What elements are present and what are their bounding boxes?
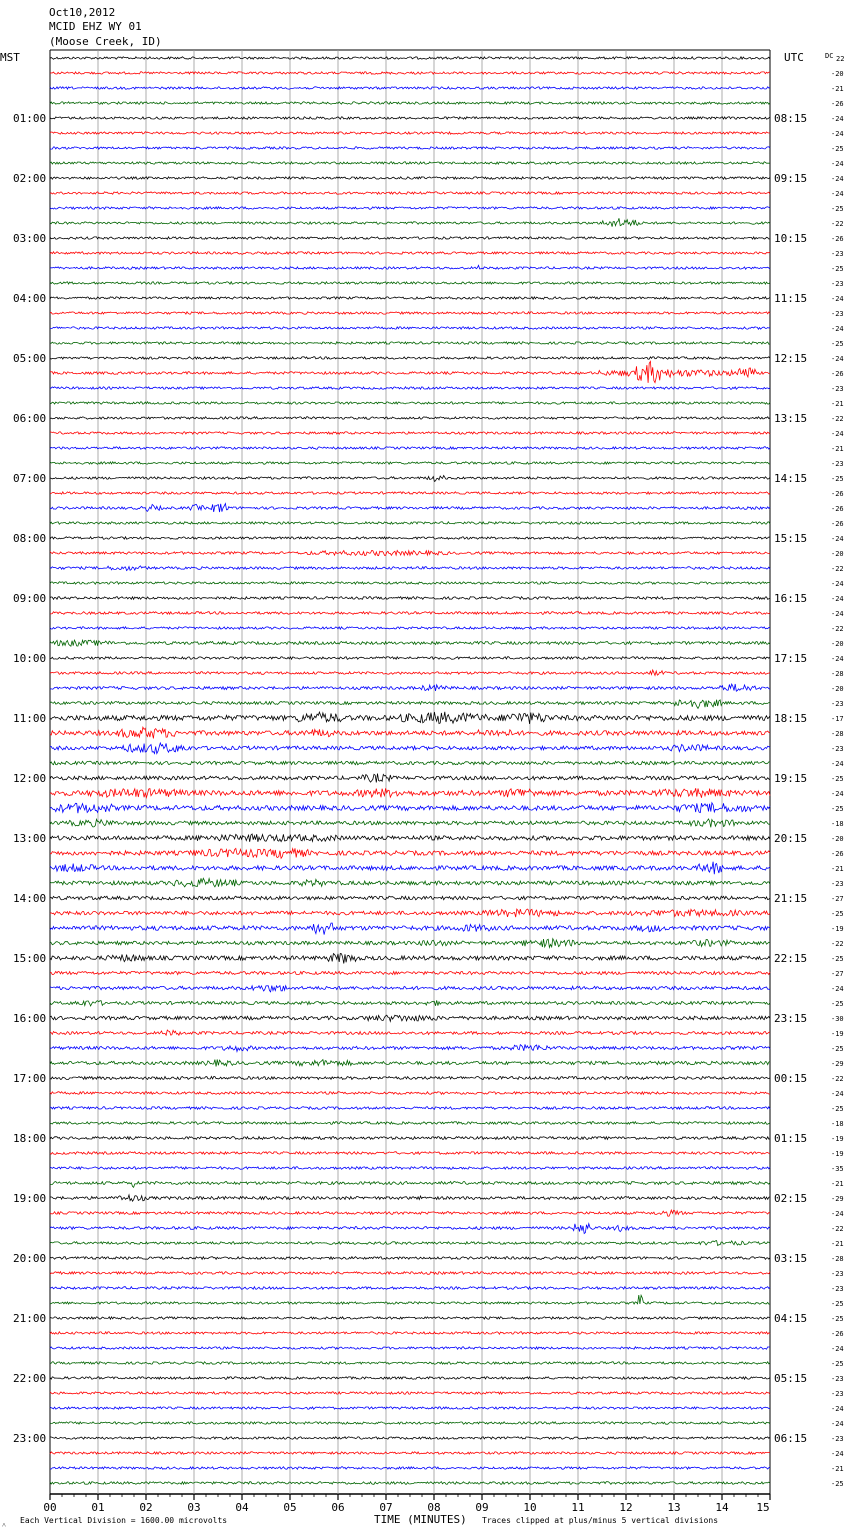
dc-offset-label: -24 <box>831 430 844 438</box>
trace-4-black <box>50 297 770 299</box>
trace-20-red <box>50 1272 770 1275</box>
trace-6-blue <box>50 447 770 449</box>
dc-offset-label: -25 <box>831 1105 844 1113</box>
dc-offset-label: -28 <box>831 670 844 678</box>
dc-offset-label: -24 <box>831 325 844 333</box>
dc-offset-label: -21 <box>831 1465 844 1473</box>
x-tick-label: 12 <box>619 1501 633 1514</box>
record-date: Oct10,2012 <box>49 6 116 19</box>
trace-14-black <box>50 896 770 900</box>
dc-offset-label: -25 <box>831 145 844 153</box>
trace-1-blue <box>50 147 770 149</box>
dc-offset-label: -24 <box>831 295 844 303</box>
dc-offset-label: -24 <box>831 355 844 363</box>
mst-label: 18:00 <box>13 1132 47 1145</box>
dc-offset-label: -26 <box>831 505 844 513</box>
trace-13-red <box>50 848 770 858</box>
dc-offset-label: -27 <box>831 970 844 978</box>
dc-offset-label: -24 <box>831 535 844 543</box>
mst-label: 01:00 <box>13 112 47 125</box>
dc-offset-label: -25 <box>831 1360 844 1368</box>
dc-offset-labels <box>831 55 844 1488</box>
dc-offset-label: -25 <box>831 205 844 213</box>
dc-offset-label: -26 <box>831 490 844 498</box>
dc-offset-label: -24 <box>831 580 844 588</box>
utc-label: 02:15 <box>774 1192 808 1205</box>
mst-label: 16:00 <box>13 1012 47 1025</box>
trace-14-red <box>50 909 770 917</box>
trace-6-green <box>50 462 770 464</box>
mst-hour-labels <box>13 112 46 1445</box>
trace-23-green <box>50 1482 770 1485</box>
dc-offset-label: -19 <box>831 925 844 933</box>
trace-20-green <box>50 1295 770 1304</box>
dc-offset-label: -18 <box>831 820 844 828</box>
dc-offset-label: -24 <box>831 115 844 123</box>
x-tick-label: 03 <box>187 1501 201 1514</box>
trace-10-black <box>50 657 770 660</box>
mst-label: 06:00 <box>13 412 47 425</box>
dc-offset-label: -25 <box>831 1000 844 1008</box>
trace-2-green <box>50 218 770 226</box>
dc-offset-label: -24 <box>831 1450 844 1458</box>
dc-offset-label: -24 <box>831 790 844 798</box>
dc-offset-label: -24 <box>831 985 844 993</box>
x-tick-label: 04 <box>235 1501 249 1514</box>
utc-label: 10:15 <box>774 232 808 245</box>
utc-label: 00:15 <box>774 1072 808 1085</box>
trace-17-black <box>50 1077 770 1080</box>
dc-offset-label: -25 <box>831 805 844 813</box>
dc-offset-label: -21 <box>831 400 844 408</box>
x-tick-label: 11 <box>571 1501 585 1514</box>
trace-8-green <box>50 582 770 584</box>
dc-offset-label: -21 <box>831 85 844 93</box>
mst-label: 03:00 <box>13 232 47 245</box>
utc-label: 09:15 <box>774 172 808 185</box>
dc-offset-label: -29 <box>831 1060 844 1068</box>
x-tick-label: 14 <box>715 1501 729 1514</box>
trace-12-green <box>50 819 770 827</box>
dc-offset-label: -21 <box>831 1180 844 1188</box>
utc-label: 12:15 <box>774 352 808 365</box>
utc-label: 14:15 <box>774 472 808 485</box>
trace-22-green <box>50 1422 770 1424</box>
trace-12-black <box>50 774 770 783</box>
mst-label: 02:00 <box>13 172 47 185</box>
trace-13-blue <box>50 862 770 875</box>
mst-label: 12:00 <box>13 772 47 785</box>
mst-label: 08:00 <box>13 532 47 545</box>
dc-label: DC <box>825 52 834 60</box>
dc-offset-label: -25 <box>831 775 844 783</box>
trace-15-red <box>50 971 770 974</box>
trace-9-red <box>50 612 770 615</box>
utc-label: 13:15 <box>774 412 808 425</box>
x-tick-label: 01 <box>91 1501 105 1514</box>
x-tick-label: 07 <box>379 1501 393 1514</box>
left-axis-label: MST <box>0 51 20 64</box>
dc-offset-label: -21 <box>831 1240 844 1248</box>
dc-offset-label: -26 <box>831 235 844 243</box>
dc-offset-label: -23 <box>831 880 844 888</box>
trace-22-blue <box>50 1407 770 1409</box>
trace-21-green <box>50 1362 770 1364</box>
dc-offset-label: -20 <box>831 835 844 843</box>
trace-22-black <box>50 1377 770 1379</box>
trace-17-blue <box>50 1107 770 1110</box>
dc-offset-label: -26 <box>831 1330 844 1338</box>
trace-10-blue <box>50 684 770 691</box>
trace-9-black <box>50 597 770 600</box>
dc-offset-label: -26 <box>831 100 844 108</box>
dc-offset-label: -35 <box>831 1165 844 1173</box>
trace-2-blue <box>50 207 770 209</box>
seismic-traces <box>50 57 770 1485</box>
trace-16-blue <box>50 1044 770 1051</box>
dc-offset-label: -24 <box>831 610 844 618</box>
dc-offset-label: -28 <box>831 1255 844 1263</box>
trace-12-red <box>50 788 770 798</box>
dc-offset-label: -25 <box>831 910 844 918</box>
dc-offset-label: -22 <box>831 220 844 228</box>
dc-offset-label: -26 <box>831 370 844 378</box>
dc-offset-label: -22 <box>831 1225 844 1233</box>
trace-16-red <box>50 1030 770 1035</box>
trace-16-black <box>50 1015 770 1021</box>
dc-offset-label: -21 <box>831 445 844 453</box>
mst-label: 14:00 <box>13 892 47 905</box>
utc-label: 16:15 <box>774 592 808 605</box>
mst-label: 17:00 <box>13 1072 47 1085</box>
trace-23-blue <box>50 1467 770 1469</box>
trace-15-blue <box>50 986 770 992</box>
utc-label: 01:15 <box>774 1132 808 1145</box>
dc-offset-label: -24 <box>831 1420 844 1428</box>
mst-label: 10:00 <box>13 652 47 665</box>
trace-16-green <box>50 1059 770 1066</box>
utc-label: 21:15 <box>774 892 808 905</box>
trace-4-blue <box>50 327 770 329</box>
utc-label: 04:15 <box>774 1312 808 1325</box>
utc-label: 20:15 <box>774 832 808 845</box>
trace-18-green <box>50 1182 770 1188</box>
trace-4-red <box>50 312 770 314</box>
dc-offset-label: -24 <box>831 160 844 168</box>
trace-11-blue <box>50 743 770 754</box>
x-axis-ticks <box>43 1494 770 1514</box>
footer-clip-note: Traces clipped at plus/minus 5 vertical divisions <box>482 1516 719 1525</box>
trace-5-black <box>50 357 770 359</box>
dc-offset-label: -23 <box>831 745 844 753</box>
dc-offset-label: -19 <box>831 1030 844 1038</box>
footer-scale-note: Each Vertical Division = 1600.00 microvolts <box>20 1516 228 1525</box>
utc-label: 05:15 <box>774 1372 808 1385</box>
trace-5-green <box>50 402 770 404</box>
dc-offset-label: -23 <box>831 385 844 393</box>
trace-2-black <box>50 177 770 179</box>
trace-20-blue <box>50 1287 770 1290</box>
dc-offset-label: -23 <box>831 1390 844 1398</box>
trace-13-green <box>50 878 770 887</box>
trace-9-blue <box>50 627 770 629</box>
mst-label: 20:00 <box>13 1252 47 1265</box>
trace-5-blue <box>50 387 770 389</box>
trace-4-green <box>50 342 770 344</box>
x-tick-label: 09 <box>475 1501 489 1514</box>
utc-label: 11:15 <box>774 292 808 305</box>
dc-offset-label: -17 <box>831 715 844 723</box>
trace-11-red <box>50 727 770 738</box>
trace-8-blue <box>50 566 770 571</box>
utc-label: 03:15 <box>774 1252 808 1265</box>
trace-11-green <box>50 761 770 764</box>
dc-offset-label: -23 <box>831 1285 844 1293</box>
dc-offset-label: -20 <box>831 70 844 78</box>
dc-offset-label: -22 <box>831 1075 844 1083</box>
trace-3-blue <box>50 265 770 269</box>
trace-19-blue <box>50 1224 770 1234</box>
dc-offset-label: -25 <box>831 475 844 483</box>
dc-offset-label: -23 <box>831 460 844 468</box>
dc-offset-label: -25 <box>831 1480 844 1488</box>
trace-19-red <box>50 1210 770 1216</box>
utc-label: 23:15 <box>774 1012 808 1025</box>
mst-label: 21:00 <box>13 1312 47 1325</box>
dc-offset-label: -24 <box>831 760 844 768</box>
dc-offset-label: -20 <box>831 685 844 693</box>
dc-offset-label: -22 <box>831 940 844 948</box>
dc-offset-label: -24 <box>831 175 844 183</box>
dc-offset-label: -24 <box>831 1210 844 1218</box>
trace-14-green <box>50 939 770 948</box>
mst-label: 07:00 <box>13 472 47 485</box>
dc-offset-label: -19 <box>831 1150 844 1158</box>
mst-label: 11:00 <box>13 712 47 725</box>
mst-label: 05:00 <box>13 352 47 365</box>
trace-6-red <box>50 432 770 434</box>
dc-offset-label: -25 <box>831 1045 844 1053</box>
trace-7-green <box>50 522 770 524</box>
x-tick-label: 06 <box>331 1501 345 1514</box>
trace-17-green <box>50 1122 770 1125</box>
x-tick-label: 15 <box>756 1501 770 1514</box>
dc-offset-label: -18 <box>831 1120 844 1128</box>
trace-3-red <box>50 252 770 254</box>
dc-offset-label: -24 <box>831 655 844 663</box>
utc-label: 19:15 <box>774 772 808 785</box>
trace-1-black <box>50 117 770 119</box>
dc-offset-label: -23 <box>831 1435 844 1443</box>
mst-label: 15:00 <box>13 952 47 965</box>
trace-1-red <box>50 132 770 134</box>
trace-12-blue <box>50 803 770 813</box>
trace-0-blue <box>50 87 770 89</box>
x-tick-label: 05 <box>283 1501 297 1514</box>
trace-14-blue <box>50 923 770 935</box>
dc-offset-label: -23 <box>831 250 844 258</box>
right-axis-label: UTC <box>784 51 804 64</box>
trace-15-green <box>50 1000 770 1006</box>
dc-offset-label: -26 <box>831 850 844 858</box>
trace-21-blue <box>50 1347 770 1349</box>
dc-offset-label: -19 <box>831 1135 844 1143</box>
dc-offset-label: 22 <box>836 55 845 63</box>
mst-label: 19:00 <box>13 1192 47 1205</box>
dc-offset-label: -28 <box>831 730 844 738</box>
trace-0-red <box>50 72 770 74</box>
utc-label: 22:15 <box>774 952 808 965</box>
footer-mark: ˄ <box>2 1521 6 1529</box>
dc-offset-label: -24 <box>831 1405 844 1413</box>
dc-offset-label: -25 <box>831 340 844 348</box>
trace-22-red <box>50 1392 770 1394</box>
dc-offset-label: -21 <box>831 865 844 873</box>
trace-18-red <box>50 1152 770 1155</box>
trace-19-black <box>50 1195 770 1201</box>
trace-21-red <box>50 1332 770 1334</box>
dc-offset-label: -23 <box>831 1270 844 1278</box>
dc-offset-label: -30 <box>831 1015 844 1023</box>
trace-3-black <box>50 237 770 239</box>
utc-label: 15:15 <box>774 532 808 545</box>
trace-6-black <box>50 417 770 419</box>
trace-0-green <box>50 102 770 104</box>
mst-label: 09:00 <box>13 592 47 605</box>
utc-label: 08:15 <box>774 112 808 125</box>
dc-offset-label: -25 <box>831 955 844 963</box>
station-location: (Moose Creek, ID) <box>49 35 162 48</box>
trace-5-red <box>50 361 770 383</box>
trace-10-green <box>50 700 770 709</box>
mst-label: 23:00 <box>13 1432 47 1445</box>
dc-offset-label: -24 <box>831 190 844 198</box>
x-tick-label: 13 <box>667 1501 681 1514</box>
trace-17-red <box>50 1092 770 1095</box>
trace-15-black <box>50 954 770 964</box>
dc-offset-label: -25 <box>831 265 844 273</box>
x-tick-label: 00 <box>43 1501 57 1514</box>
x-tick-label: 08 <box>427 1501 441 1514</box>
dc-offset-label: -23 <box>831 700 844 708</box>
utc-label: 18:15 <box>774 712 808 725</box>
trace-7-black <box>50 476 770 482</box>
trace-10-red <box>50 670 770 675</box>
x-tick-label: 02 <box>139 1501 153 1514</box>
dc-offset-label: -25 <box>831 1315 844 1323</box>
trace-2-red <box>50 192 770 194</box>
trace-3-green <box>50 282 770 284</box>
utc-label: 17:15 <box>774 652 808 665</box>
dc-offset-label: -20 <box>831 550 844 558</box>
trace-11-black <box>50 712 770 724</box>
utc-label: 06:15 <box>774 1432 808 1445</box>
station-id: MCID EHZ WY 01 <box>49 20 142 33</box>
trace-7-red <box>50 492 770 494</box>
mst-label: 13:00 <box>13 832 47 845</box>
trace-8-red <box>50 550 770 555</box>
dc-offset-label: -24 <box>831 130 844 138</box>
dc-offset-label: -20 <box>831 640 844 648</box>
trace-9-green <box>50 640 770 646</box>
mst-label: 04:00 <box>13 292 47 305</box>
trace-8-black <box>50 537 770 539</box>
trace-18-black <box>50 1137 770 1140</box>
dc-offset-label: -26 <box>831 520 844 528</box>
trace-1-green <box>50 162 770 164</box>
dc-offset-label: -24 <box>831 595 844 603</box>
dc-offset-label: -23 <box>831 310 844 318</box>
minute-gridlines <box>98 50 722 1494</box>
dc-offset-label: -25 <box>831 1300 844 1308</box>
utc-hour-labels <box>774 112 807 1445</box>
dc-offset-label: -22 <box>831 625 844 633</box>
dc-offset-label: -24 <box>831 1090 844 1098</box>
x-tick-label: 10 <box>523 1501 537 1514</box>
dc-offset-label: -23 <box>831 280 844 288</box>
trace-23-black <box>50 1437 770 1439</box>
trace-13-black <box>50 834 770 842</box>
trace-0-black <box>50 57 770 59</box>
dc-offset-label: -29 <box>831 1195 844 1203</box>
trace-23-red <box>50 1452 770 1454</box>
dc-offset-label: -23 <box>831 1375 844 1383</box>
mst-label: 22:00 <box>13 1372 47 1385</box>
dc-offset-label: -22 <box>831 415 844 423</box>
trace-21-black <box>50 1317 770 1319</box>
trace-19-green <box>50 1241 770 1246</box>
dc-offset-label: -22 <box>831 565 844 573</box>
dc-offset-label: -24 <box>831 1345 844 1353</box>
trace-7-blue <box>50 504 770 513</box>
x-axis-title: TIME (MINUTES) <box>374 1513 467 1526</box>
trace-18-blue <box>50 1167 770 1170</box>
trace-20-black <box>50 1257 770 1260</box>
dc-offset-label: -27 <box>831 895 844 903</box>
